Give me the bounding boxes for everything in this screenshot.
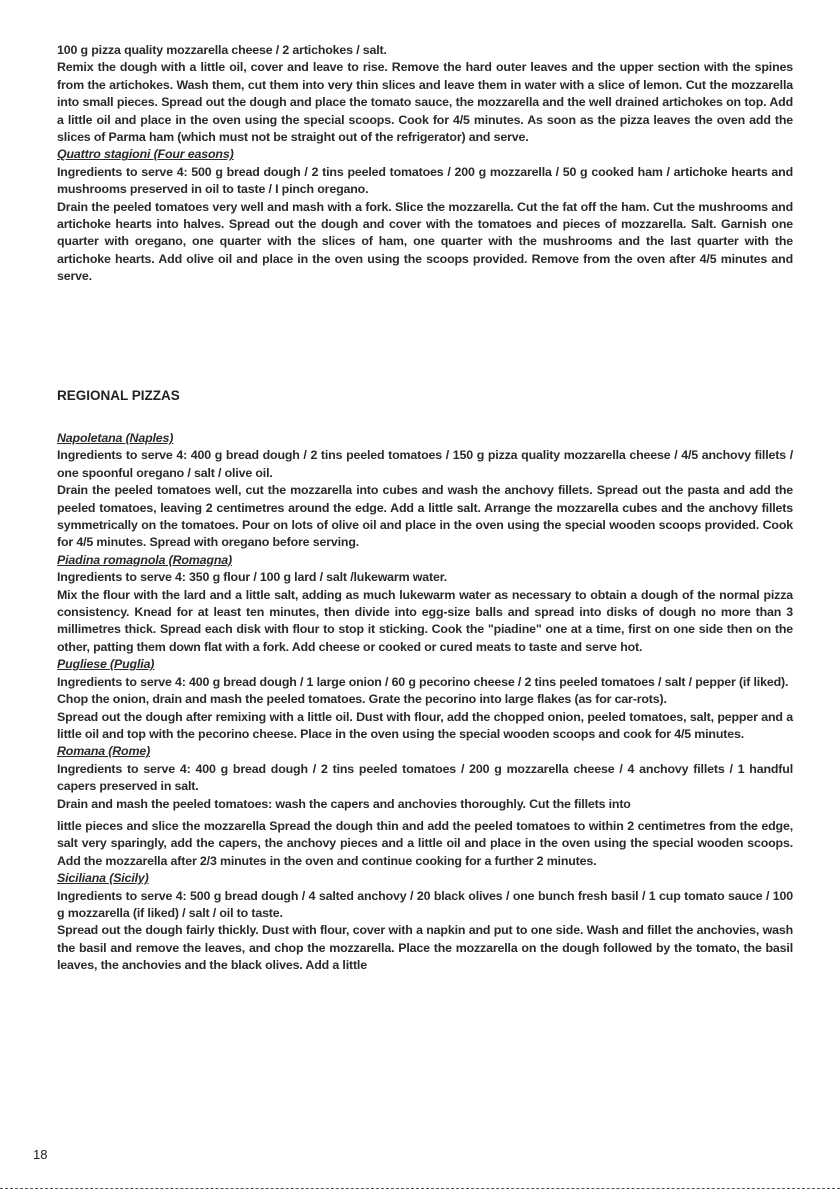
page-number: 18 bbox=[33, 1147, 48, 1162]
recipe-heading: Siciliana (Sicily) bbox=[57, 871, 149, 886]
ingredients: Ingredients to serve 4: 350 g flour / 100 g lard / salt /lukewarm water. bbox=[57, 570, 447, 585]
ingredients: Ingredients to serve 4: 400 g bread dough / 2 tins peeled tomatoes / 200 g mozzarella cheese / 4 anchovy fillets / 1 handful capers preserved in salt. bbox=[57, 761, 793, 794]
ingredients: Ingredients to serve 4: 500 g bread dough / 4 salted anchovy / 20 black olives / one bunch fresh basil / 1 cup tomato sauce / 100 g mozzarella (if liked) / salt / oil to taste. bbox=[57, 888, 793, 920]
method: Spread out the dough after remixing with a little oil. Dust with flour, add the chopped onion, peeled tomatoes, salt, pepper and a little oil and top with the pecorino cheese. Place in the oven using the special wooden scoops and cook for 4/5 minutes. bbox=[57, 709, 793, 741]
recipe-heading: Pugliese (Puglia) bbox=[57, 657, 155, 672]
paragraph: Drain the peeled tomatoes very well and mash with a fork. Slice the mozzarella. Cut the fat off the ham. Cut the mushrooms and artichoke hearts into halves. Spread out the dough and cover with the tomatoes and pieces of mozzarella. Salt. Garnish one quarter with oregano, one quarter with the slices of ham, one quarter with the mushrooms and the last quarter with the artichoke hearts. Add olive oil and place in the oven using the scoops provided. Remove from the oven after 4/5 minutes and serve. bbox=[57, 199, 793, 284]
recipe-text-top bbox=[57, 42, 793, 286]
method: Drain and mash the peeled tomatoes: wash the capers and anchovies thoroughly. Cut the fillets into bbox=[57, 796, 631, 811]
recipe-heading: Piadina romagnola (Romagna) bbox=[57, 552, 232, 567]
method: little pieces and slice the mozzarella Spread the dough thin and add the peeled tomatoes to within 2 centimetres from the edge, salt very sparingly, add the capers, the anchovy pieces and a little oil and place in the oven using the special wooden scoops. Add the mozzarella after 2/3 minutes in the oven and continue cooking for a further 2 minutes. bbox=[57, 818, 793, 868]
method: Mix the flour with the lard and a little salt, adding as much lukewarm water as necessary to obtain a dough of the normal pizza consistency. Knead for at least ten minutes, then divide into egg-size balls and spread into disks of dough no more than 3 millimetres thick. Spread each disk with flour to stop it sticking. Cook the "piadine" one at a time, first on one side then on the other, patting them down flat with a fork. Add cheese or cooked or cured meats to taste and serve hot. bbox=[57, 587, 793, 654]
paragraph: Ingredients to serve 4: 500 g bread dough / 2 tins peeled tomatoes / 200 g mozzarella / 50 g cooked ham / artichoke hearts and mushrooms preserved in oil to taste / I pinch oregano. bbox=[57, 164, 793, 197]
paragraph: Remix the dough with a little oil, cover and leave to rise. Remove the hard outer leaves and the upper section with the spines from the artichokes. Wash them, cut them into very thin slices and leave them in water with a slice of lemon. Cut the mozzarella into small pieces. Spread out the dough and place the tomato sauce, the mozzarella and the well drained artichokes on top. Add a little oil and place in the oven using the special scoops. Cook for 4/5 minutes. As soon as the pizza leaves the oven add the slices of Parma ham (which must not be straight out of the refrigerator) and serve. bbox=[57, 60, 793, 145]
ingredients: Ingredients to serve 4: 400 g bread dough / 2 tins peeled tomatoes / 150 g pizza quality mozzarella cheese / 4/5 anchovy fillets / one spoonful oregano / salt / olive oil. bbox=[57, 448, 793, 480]
paragraph: 100 g pizza quality mozzarella cheese / 2 artichokes / salt. bbox=[57, 43, 387, 57]
ingredients: Ingredients to serve 4: 400 g bread dough / 1 large onion / 60 g pecorino cheese / 2 tins peeled tomatoes / salt / pepper (if liked). bbox=[57, 674, 789, 689]
method: Chop the onion, drain and mash the peeled tomatoes. Grate the pecorino into large flakes (as for car-rots). bbox=[57, 692, 667, 707]
recipe-heading: Quattro stagioni (Four easons) bbox=[57, 147, 234, 162]
regional-pizzas-text bbox=[57, 430, 793, 975]
cut-line-divider bbox=[0, 1188, 840, 1189]
recipe-heading: Romana (Rome) bbox=[57, 744, 151, 759]
method: Spread out the dough fairly thickly. Dust with flour, cover with a napkin and put to one side. Wash and fillet the anchovies, wash the basil and remove the leaves, and chop the mozzarella. Place the mozzarella on the dough followed by the tomato, the basil leaves, the anchovies and the black olives. Add a little bbox=[57, 923, 793, 973]
section-title: REGIONAL PIZZAS bbox=[57, 388, 180, 403]
recipe-heading: Napoletana (Naples) bbox=[57, 431, 174, 445]
method: Drain the peeled tomatoes well, cut the mozzarella into cubes and wash the anchovy fillets. Spread out the pasta and add the peeled tomatoes, leaving 2 centimetres around the edge. Add a little salt. Arrange the mozzarella cubes and the anchovy fillets symmetrically on the tomatoes. Pour on lots of olive oil and place in the oven using the special wooden scoops provided. Cook for 4/5 minutes. Spread with oregano before serving. bbox=[57, 483, 793, 550]
